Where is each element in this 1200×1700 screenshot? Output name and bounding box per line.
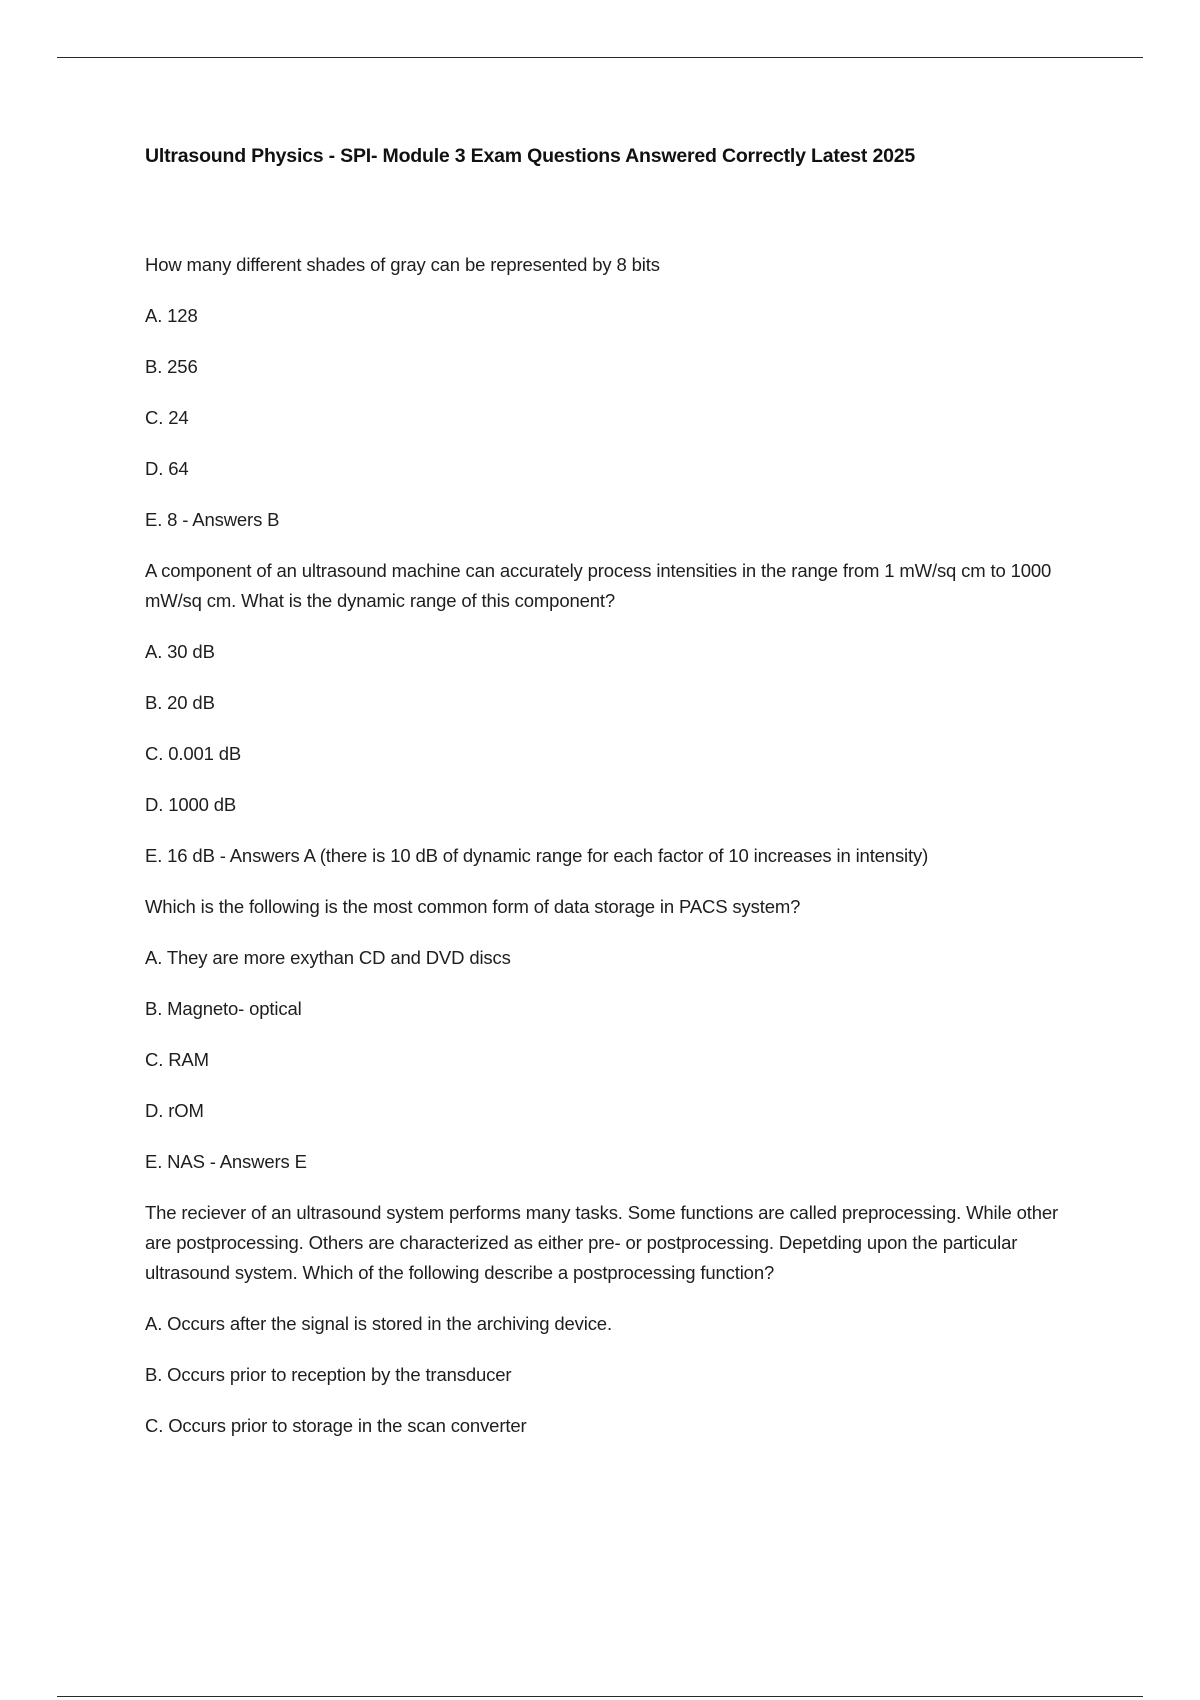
answer-option: D. 1000 dB — [145, 794, 237, 815]
question-text: A component of an ultrasound machine can accurately process intensities in the range from 1 mW/sq cm to 1000 mW/sq cm. What is the dynamic range of this component? — [145, 560, 1052, 611]
bottom-rule — [57, 1696, 1143, 1697]
question-block — [145, 250, 1075, 535]
answer-option: E. 8 - Answers B — [145, 509, 280, 530]
answer-option: A. 128 — [145, 305, 198, 326]
answer-option: B. Occurs prior to reception by the transducer — [145, 1364, 512, 1385]
answer-option: D. rOM — [145, 1100, 204, 1121]
answer-option: A. They are more exythan CD and DVD discs — [145, 947, 511, 968]
document-body — [145, 250, 1075, 1462]
answer-option: A. 30 dB — [145, 641, 215, 662]
answer-option: B. 256 — [145, 356, 198, 377]
answer-option: C. 24 — [145, 407, 189, 428]
answer-option: E. 16 dB - Answers A (there is 10 dB of dynamic range for each factor of 10 increases in intensity) — [145, 845, 929, 866]
question-block — [145, 556, 1075, 871]
document-title: Ultrasound Physics - SPI- Module 3 Exam Questions Answered Correctly Latest 2025 — [145, 145, 916, 167]
question-block — [145, 1198, 1075, 1441]
question-text: The reciever of an ultrasound system performs many tasks. Some functions are called preprocessing. While other are postprocessing. Others are characterized as either pre- or postprocessing. Depetding upon the particular ultrasound system. Which of the following describe a postprocessing function? — [145, 1202, 1059, 1283]
answer-option: C. 0.001 dB — [145, 743, 242, 764]
answer-option: E. NAS - Answers E — [145, 1151, 307, 1172]
answer-option: B. 20 dB — [145, 692, 215, 713]
answer-option: C. RAM — [145, 1049, 209, 1070]
question-text: How many different shades of gray can be represented by 8 bits — [145, 254, 660, 275]
answer-option: D. 64 — [145, 458, 189, 479]
answer-option: B. Magneto- optical — [145, 998, 302, 1019]
question-block — [145, 892, 1075, 1177]
answer-option: C. Occurs prior to storage in the scan converter — [145, 1415, 527, 1436]
question-text: Which is the following is the most common form of data storage in PACS system? — [145, 896, 801, 917]
answer-option: A. Occurs after the signal is stored in the archiving device. — [145, 1313, 612, 1334]
top-rule — [57, 57, 1143, 58]
